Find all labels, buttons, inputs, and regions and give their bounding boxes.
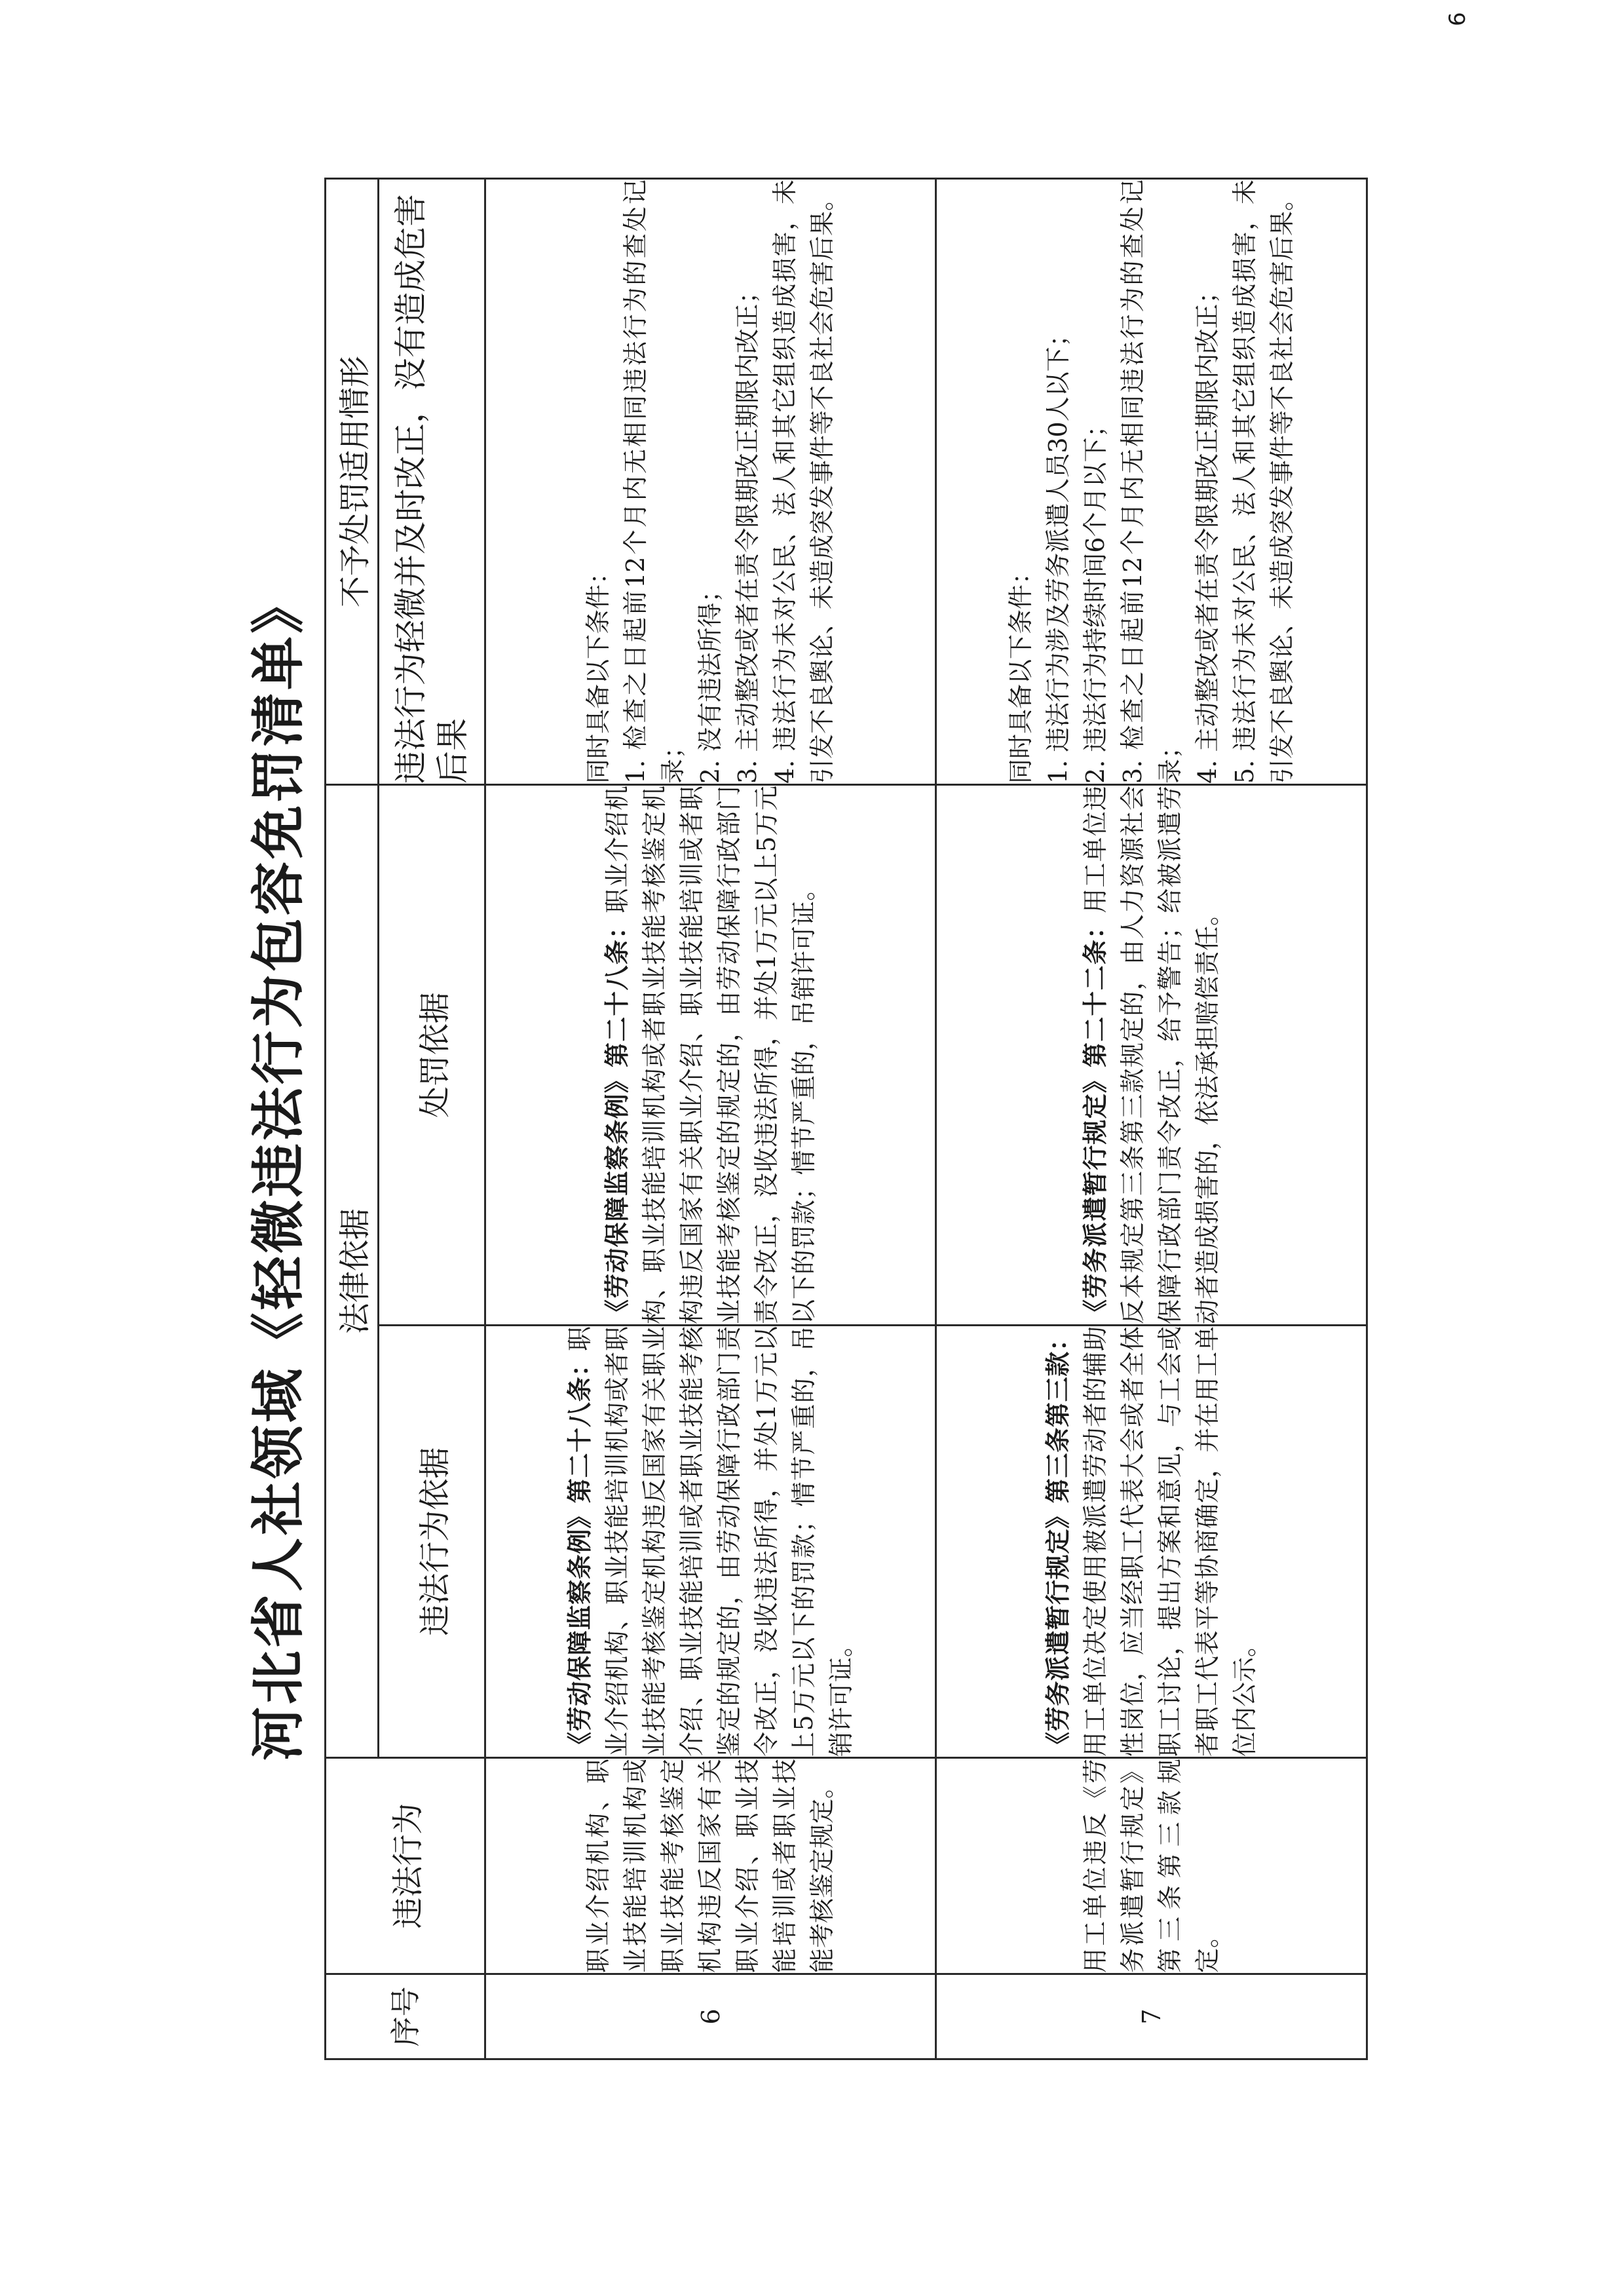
document-title: 河北省人社领域《轻微违法行为包容免罚清单》 [248,577,310,1761]
violation-cell: 职业介绍机构、职业技能培训机构或职业技能考核鉴定机构违反国家有关职业介绍、职业技能培训或者职业技能考核鉴定规定。 [485,1758,936,1974]
penalty-basis-cell [485,784,936,1325]
table-row [485,178,936,2059]
row-number: 6 [485,1974,936,2059]
header-no-label: 序号 [387,1986,423,2047]
table-row [936,178,1367,2059]
header-legal-basis [326,784,379,1757]
header-violation-basis [379,1326,485,1758]
header-violation [326,1758,485,1974]
penalty-basis-title: 《劳动保障监察条例》第二十八条： [602,913,632,1324]
conditions-cell [936,178,1367,784]
header-legal-basis-label: 法律依据 [336,1208,373,1334]
header-no-penalty-label: 不予处罚适用情形 [336,355,373,607]
condition-item: 1. 违法行为涉及劳务派遣人员30人以下； [1043,322,1072,784]
header-row-1 [326,178,379,2059]
condition-item: 2. 违法行为持续时间6个月以下； [1080,412,1110,784]
violation-basis-cell [936,1326,1367,1758]
violation-cell: 用工单位违反《劳务派遣暂行规定》第三条第三款规定。 [936,1758,1367,1974]
violation-basis-title: 《劳动保障监察条例》第二十八条： [565,1351,594,1757]
header-violation-label: 违法行为 [390,1803,426,1929]
condition-item: 3. 主动整改或者在责令限期改正期限内改正； [733,278,762,784]
header-violation-basis-label: 违法行为依据 [416,1447,453,1636]
header-penalty-basis [379,784,485,1325]
condition-item: 3. 检查之日起前12个月内无相同违法行为的查处记录； [1118,179,1184,784]
header-no-penalty [326,178,379,784]
page-number: 6 [1445,12,1471,26]
condition-item: 5. 违法行为未对公民、法人和其它组织造成损害，未引发不良舆论、未造成突发事件等不良社会危害后果。 [1230,179,1296,784]
header-no-penalty-sub-label: 违法行为轻微并及时改正，没有造成危害后果 [392,193,472,784]
penalty-basis-text: 职业介绍机构、职业技能培训机构或者职业技能考核鉴定机构违反国家有关职业介绍、职业技能培训或者职业技能考核鉴定的规定的，由劳动保障行政部门责令改正，没收违法所得，并处1万元以上5万元以下的罚款；情节严重的，吊销许可证。 [603,785,818,1324]
conditions-intro: 同时具备以下条件： [584,559,613,784]
penalty-basis-cell [936,784,1367,1325]
row-number: 7 [936,1974,1367,2059]
condition-item: 4. 违法行为未对公民、法人和其它组织造成损害，未引发不良舆论、未造成突发事件等不良社会危害后果。 [770,179,837,784]
violation-basis-text: 用工单位决定使用被派遣劳动者的辅助性岗位，应当经职工代表大会或者全体职工讨论，提出方案和意见，与工会或者职工代表平等协商确定，并在用工单位内公示。 [1081,1326,1259,1757]
conditions-cell [485,178,936,784]
header-penalty-basis-label: 处罚依据 [416,991,453,1118]
penalty-exemption-table [324,178,1368,2060]
conditions-intro: 同时具备以下条件： [1006,559,1035,784]
violation-basis-text: 职业介绍机构、职业技能培训机构或者职业技能考核鉴定机构违反国家有关职业介绍、职业技能培训或者职业技能考核鉴定的规定的，由劳动保障行政部门责令改正，没收违法所得，并处1万元以上5万元以下的罚款；情节严重的，吊销许可证。 [565,1326,856,1757]
condition-item: 2. 没有违法所得； [696,577,725,784]
violation-basis-title: 《劳务派遣暂行规定》第三条第三款： [1043,1326,1072,1757]
violation-basis-cell [485,1326,936,1758]
header-no [326,1974,485,2059]
condition-item: 1. 检查之日起前12个月内无相同违法行为的查处记录； [621,179,687,784]
header-no-penalty-sub [379,178,485,784]
condition-item: 4. 主动整改或者在责令限期改正期限内改正； [1192,278,1222,784]
penalty-basis-title: 《劳务派遣暂行规定》第二十二条： [1080,913,1110,1324]
penalty-basis-text: 用工单位违反本规定第三条第三款规定的，由人力资源社会保障行政部门责令改正，给予警告；给被派遣劳动者造成损害的，依法承担赔偿责任。 [1081,785,1222,1324]
